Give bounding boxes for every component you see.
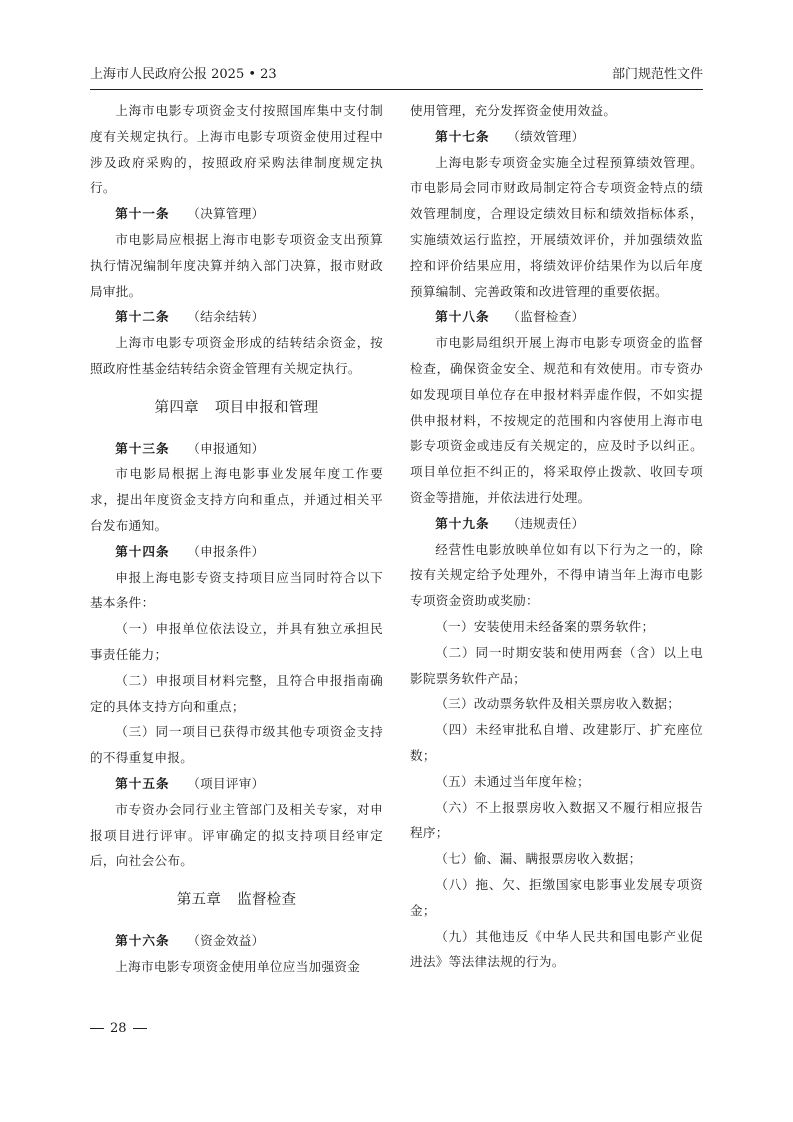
article-number: 第十四条 (115, 543, 170, 559)
paragraph: 上海市电影专项资金支付按照国库集中支付制度有关规定执行。上海市电影专项资金使用过程中涉及政府采购的，按照政府采购法律制度规定执行。 (90, 103, 383, 196)
list-item: （一）安装使用未经备案的票务软件； (435, 618, 655, 634)
list-item: （五）未通过当年度年检； (435, 773, 590, 789)
list-item: （四）未经审批私自增、改建影厅、扩充座位数； (410, 722, 703, 763)
article-heading-18 (410, 304, 703, 330)
paragraph: 上海市电影专项资金使用单位应当加强资金 (115, 958, 361, 974)
page-header (90, 64, 703, 86)
header-rule (90, 89, 703, 90)
article-topic: （项目评审） (187, 775, 265, 791)
article-heading-13 (90, 436, 383, 462)
paragraph: 上海市电影专项资金形成的结转结余资金，按照政府性基金结转结余资金管理有关规定执行。 (90, 335, 383, 376)
chapter-title: 监督检查 (237, 892, 297, 909)
publication-title: 上海市人民政府公报 2025 • 23 (90, 67, 277, 82)
article-heading-11 (90, 201, 383, 227)
paragraph: 申报上海电影专资支持项目应当同时符合以下基本条件： (90, 569, 383, 611)
article-topic: （违规责任） (507, 515, 585, 531)
article-heading-15 (90, 771, 383, 797)
left-column (90, 98, 383, 980)
chapter-heading-5 (90, 888, 383, 914)
article-topic: （绩效管理） (507, 128, 585, 144)
article-heading-16 (90, 928, 383, 954)
article-number: 第十九条 (435, 515, 490, 531)
chapter-heading-4 (90, 396, 383, 422)
article-number: 第十六条 (115, 932, 170, 948)
article-number: 第十五条 (115, 775, 170, 791)
article-topic: （结余结转） (187, 309, 265, 325)
article-heading-12 (90, 304, 383, 330)
list-item: （三）改动票务软件及相关票房收入数据； (435, 696, 681, 712)
paragraph: 市电影局组织开展上海市电影专项资金的监督检查，确保资金安全、规范和有效使用。市专资办如发现项目单位存在申报材料弄虚作假，不如实提供申报材料，不按规定的范围和内容使用上海市电影专项资金或违反有关规定的，应及时予以纠正。项目单位拒不纠正的，将采取停止拨款、收回专项资金等措施，并依法进行处理。 (410, 335, 703, 505)
chapter-number: 第四章 (154, 399, 199, 416)
list-item: （八）拖、欠、拒缴国家电影事业发展专项资金； (410, 876, 703, 918)
list-item: （三）同一项目已获得市级其他专项资金支持的不得重复申报。 (90, 724, 383, 766)
article-heading-17 (410, 124, 703, 150)
page-footer (90, 1018, 147, 1040)
paragraph: 市电影局根据上海电影事业发展年度工作要求，提出年度资金支持方向和重点，并通过相关平台发布通知。 (90, 466, 383, 533)
list-item: （七）偷、漏、瞒报票房收入数据； (435, 851, 642, 867)
footer-dash (133, 1028, 147, 1029)
list-item: （九）其他违反《中华人民共和国电影产业促进法》等法律法规的行为。 (410, 928, 703, 970)
article-topic: （申报条件） (187, 543, 265, 559)
article-number: 第十一条 (115, 206, 170, 222)
article-topic: （申报通知） (187, 440, 265, 456)
article-topic: （资金效益） (187, 932, 265, 948)
paragraph: 上海电影专项资金实施全过程预算绩效管理。市电影局会同市财政局制定符合专项资金特点的绩效管理制度，合理设定绩效目标和绩效指标体系，实施绩效运行监控，开展绩效评价，并加强绩效监控和评价结果应用，将绩效评价结果作为以后年度预算编制、完善政策和改进管理的重要依据。 (410, 154, 703, 299)
paragraph: 经营性电影放映单位如有以下行为之一的，除按有关规定给予处理外，不得申请当年上海市电影专项资金资助或奖励： (410, 541, 703, 609)
footer-dash (90, 1028, 104, 1029)
list-item: （一）申报单位依法设立，并具有独立承担民事责任能力； (90, 621, 383, 662)
list-item: （六）不上报票房收入数据又不履行相应报告程序； (410, 799, 703, 841)
article-topic: （决算管理） (187, 206, 265, 222)
page-number: 28 (110, 1021, 127, 1036)
list-item: （二）同一时期安装和使用两套（含）以上电影院票务软件产品； (410, 644, 703, 686)
right-column (410, 98, 703, 975)
article-number: 第十二条 (115, 309, 170, 325)
article-number: 第十七条 (435, 128, 490, 144)
article-heading-14 (90, 539, 383, 565)
article-number: 第十三条 (115, 440, 170, 456)
section-label: 部门规范性文件 (611, 67, 703, 82)
paragraph: 市专资办会同行业主管部门及相关专家，对申报项目进行评审。评审确定的拟支持项目经审定后，向社会公布。 (90, 801, 383, 869)
article-number: 第十八条 (435, 309, 490, 325)
article-heading-19 (410, 511, 703, 537)
chapter-title: 项目申报和管理 (214, 399, 319, 416)
list-item: （二）申报项目材料完整，且符合申报指南确定的具体支持方向和重点； (90, 672, 383, 714)
article-topic: （监督检查） (507, 309, 585, 325)
chapter-number: 第五章 (176, 892, 222, 909)
paragraph: 市电影局应根据上海市电影专项资金支出预算执行情况编制年度决算并纳入部门决算，报市财政局审批。 (90, 231, 383, 299)
paragraph: 使用管理，充分发挥资金使用效益。 (410, 103, 617, 118)
